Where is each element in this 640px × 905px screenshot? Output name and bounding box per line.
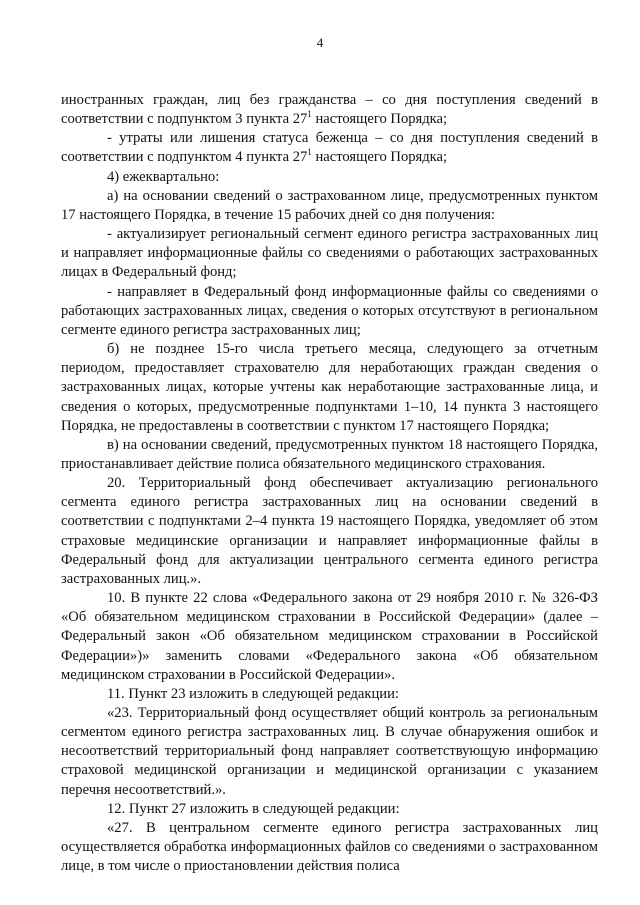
paragraph [61,589,598,685]
paragraph-text: - направляет в Федеральный фонд информационные файлы со сведениями о работающих застрахованных лицах, сведения о которых отсутствуют в региональном сегменте единого регистра застрахованных лиц; [61,283,598,338]
superscript: 1 [307,109,312,120]
paragraph-text: 12. Пункт 27 изложить в следующей редакции: [107,800,400,817]
paragraph-text: 4) ежеквартально: [107,168,220,185]
paragraph-text: б) не позднее 15-го числа третьего месяца, следующего за отчетным периодом, предоставляет страхователю для неработающих граждан сведения о застрахованных лицах, которые учтены как неработающие застрахованные лица, и сведения о которых, предусмотренные подпунктами 1–10, 14 пункта 3 настоящего Порядка, не предоставлены в соответствии с пунктом 17 настоящего Порядка; [61,341,598,434]
paragraph [61,340,598,436]
paragraph [61,819,598,876]
paragraph-text: 11. Пункт 23 изложить в следующей редакции: [107,685,399,702]
paragraph [61,187,598,225]
document-body [61,91,598,876]
paragraph-text: в) на основании сведений, предусмотренных пунктом 18 настоящего Порядка, приостанавливает действие полиса обязательного медицинского страхования. [61,436,598,472]
paragraph [61,436,598,474]
paragraph-text: «27. В центральном сегменте единого регистра застрахованных лиц осуществляется обработка информационных файлов со сведениями о застрахованном лице, в том числе о приостановлении действия полиса [61,819,598,875]
paragraph [61,91,598,129]
page-number: 4 [316,35,324,50]
paragraph-text: «23. Территориальный фонд осуществляет общий контроль за региональным сегментом единого регистра застрахованных лиц. В случае обнаружения ошибок и несоответствий территориальный фонд направляет соответствующую информацию страховой медицинской организации и медицинской организации с указанием перечня несоответствий.». [61,705,598,798]
paragraph-text: - утраты или лишения статуса беженца – со дня поступления сведений в соответствии с подпунктом 4 пункта 27 [61,130,598,166]
paragraph-text: а) на основании сведений о застрахованном лице, предусмотренных пунктом 17 настоящего Порядка, в течение 15 рабочих дней со дня получения: [61,187,598,223]
paragraph [61,474,598,589]
paragraph [61,168,598,187]
paragraph-text: 10. В пункте 22 слова «Федерального закона от 29 ноября 2010 г. № 326-ФЗ «Об обязательном медицинском страховании в Российской Федерации» (далее – Федеральный закон «Об обязательном медицинском страховании в Российской Федерации»)» заменить словами «Федерального закона «Об обязательном медицинском страховании в Российской Федерации». [61,590,598,683]
paragraph [61,685,598,704]
paragraph-text: иностранных граждан, лиц без гражданства – со дня поступления сведений в соответствии с подпунктом 3 пункта 27 [61,92,598,128]
paragraph-text-tail: настоящего Порядка; [311,149,448,166]
paragraph [61,283,598,340]
paragraph-text-tail: настоящего Порядка; [311,111,448,128]
paragraph [61,800,598,819]
paragraph-text: - актуализирует региональный сегмент единого регистра застрахованных лиц и направляет информационные файлы со сведениями о работающих застрахованных лицах в Федеральный фонд; [61,226,598,281]
paragraph-text: 20. Территориальный фонд обеспечивает актуализацию регионального сегмента единого регистра застрахованных лиц на основании сведений в соответствии с подпунктами 2–4 пункта 19 настоящего Порядка, уведомляет об этом страховые медицинские организации и направляет информационные файлы в Федеральный фонд для актуализации центрального сегмента единого регистра застрахованных лиц.». [61,475,598,587]
paragraph [61,225,598,282]
superscript: 1 [307,147,312,158]
paragraph [61,129,598,167]
paragraph [61,704,598,800]
